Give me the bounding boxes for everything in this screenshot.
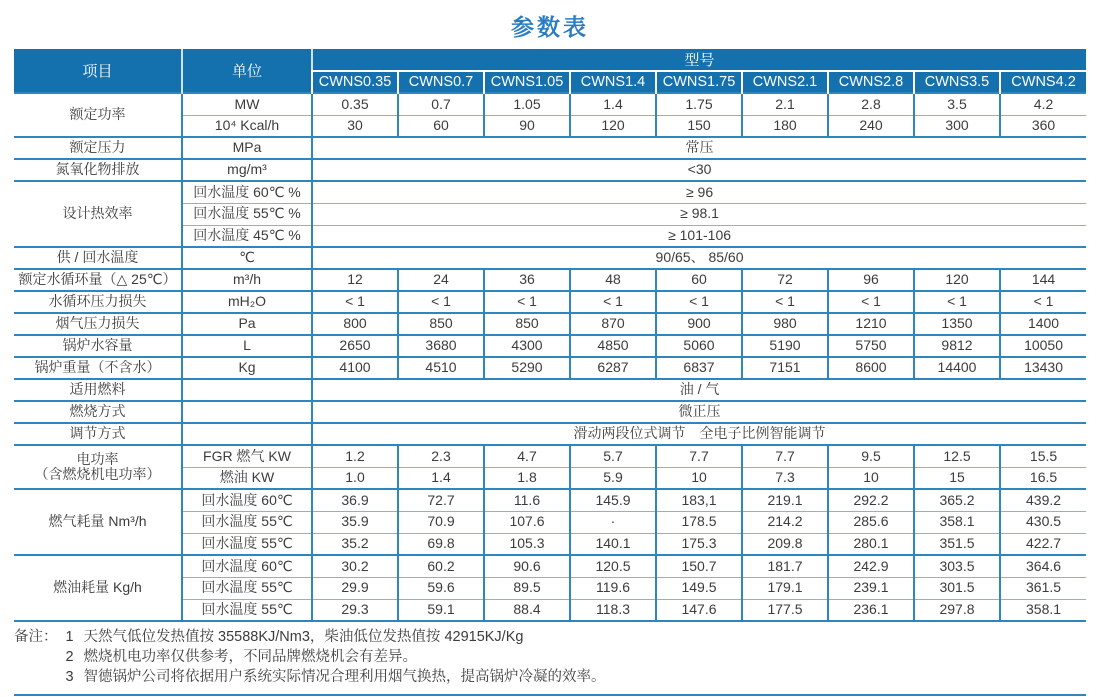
value-cell: 5290 bbox=[484, 357, 570, 379]
value-cell: 358.1 bbox=[914, 511, 1000, 533]
value-cell: 4510 bbox=[398, 357, 484, 379]
row-group-label: 燃油耗量 Kg/h bbox=[14, 555, 182, 621]
notes-list bbox=[66, 627, 1087, 687]
value-cell: 870 bbox=[570, 313, 656, 335]
value-cell: < 1 bbox=[656, 291, 742, 313]
value-cell: 12.5 bbox=[914, 445, 1000, 467]
unit-cell: mH₂O bbox=[182, 291, 312, 313]
value-cell: 29.9 bbox=[312, 577, 398, 599]
value-cell: 59.6 bbox=[398, 577, 484, 599]
value-cell: 180 bbox=[742, 115, 828, 137]
value-cell: 48 bbox=[570, 269, 656, 291]
value-cell: 183,1 bbox=[656, 489, 742, 511]
value-cell: 147.6 bbox=[656, 599, 742, 621]
row-group-label: 额定水循环量（△ 25℃） bbox=[14, 269, 182, 291]
unit-cell: 回水温度 60℃ % bbox=[182, 181, 312, 203]
unit-cell: Pa bbox=[182, 313, 312, 335]
unit-cell bbox=[182, 379, 312, 401]
note-text: 天然气低位发热值按 35588KJ/Nm3，柴油低位发热值按 42915KJ/Kg bbox=[83, 629, 524, 645]
value-cell: 1.2 bbox=[312, 445, 398, 467]
value-cell: < 1 bbox=[398, 291, 484, 313]
value-cell: 7.7 bbox=[656, 445, 742, 467]
value-cell: 175.3 bbox=[656, 533, 742, 555]
value-cell: 280.1 bbox=[828, 533, 914, 555]
value-cell: 29.3 bbox=[312, 599, 398, 621]
header-model-cell: CWNS0.7 bbox=[398, 71, 484, 93]
value-cell: 59.1 bbox=[398, 599, 484, 621]
table-row bbox=[14, 401, 1086, 423]
unit-cell: 回水温度 55℃ bbox=[182, 511, 312, 533]
value-span-cell: ≥ 98.1 bbox=[312, 203, 1086, 225]
value-cell: 60.2 bbox=[398, 555, 484, 577]
header-model-cell: CWNS2.1 bbox=[742, 71, 828, 93]
value-cell: 242.9 bbox=[828, 555, 914, 577]
unit-cell: 10⁴ Kcal/h bbox=[182, 115, 312, 137]
header-item: 项目 bbox=[14, 49, 182, 93]
value-cell: 13430 bbox=[1000, 357, 1086, 379]
value-cell: 12 bbox=[312, 269, 398, 291]
value-cell: 72 bbox=[742, 269, 828, 291]
value-cell: 1.4 bbox=[570, 93, 656, 115]
unit-cell: FGR 燃气 KW bbox=[182, 445, 312, 467]
value-cell: 14400 bbox=[914, 357, 1000, 379]
unit-cell: 回水温度 55℃ bbox=[182, 577, 312, 599]
value-cell: 9812 bbox=[914, 335, 1000, 357]
value-cell: 2.3 bbox=[398, 445, 484, 467]
unit-cell: MPa bbox=[182, 137, 312, 159]
value-cell: 5750 bbox=[828, 335, 914, 357]
value-cell: 4850 bbox=[570, 335, 656, 357]
value-cell: 850 bbox=[398, 313, 484, 335]
value-cell: 179.1 bbox=[742, 577, 828, 599]
header-model-cell: CWNS2.8 bbox=[828, 71, 914, 93]
value-cell: · bbox=[570, 511, 656, 533]
value-cell: < 1 bbox=[570, 291, 656, 313]
table-row bbox=[14, 423, 1086, 445]
value-cell: 24 bbox=[398, 269, 484, 291]
table-row bbox=[14, 291, 1086, 313]
note-number: 1 bbox=[65, 629, 74, 645]
value-span-cell: ≥ 96 bbox=[312, 181, 1086, 203]
value-cell: 239.1 bbox=[828, 577, 914, 599]
value-cell: 70.9 bbox=[398, 511, 484, 533]
value-cell: 361.5 bbox=[1000, 577, 1086, 599]
row-group-label: 额定压力 bbox=[14, 137, 182, 159]
row-group-label: 锅炉水容量 bbox=[14, 335, 182, 357]
table-header bbox=[14, 49, 1086, 93]
value-cell: 120 bbox=[570, 115, 656, 137]
unit-cell: 燃油 KW bbox=[182, 467, 312, 489]
value-cell: 240 bbox=[828, 115, 914, 137]
unit-cell: 回水温度 55℃ bbox=[182, 533, 312, 555]
value-cell: 3680 bbox=[398, 335, 484, 357]
value-cell: 900 bbox=[656, 313, 742, 335]
value-cell: 301.5 bbox=[914, 577, 1000, 599]
table-row bbox=[14, 445, 1086, 467]
value-cell: 16.5 bbox=[1000, 467, 1086, 489]
value-span-cell: 常压 bbox=[312, 137, 1086, 159]
value-span-cell: 微正压 bbox=[312, 401, 1086, 423]
value-cell: 365.2 bbox=[914, 489, 1000, 511]
value-cell: 1400 bbox=[1000, 313, 1086, 335]
unit-cell: Kg bbox=[182, 357, 312, 379]
note-text: 燃烧机电功率仅供参考，不同品牌燃烧机会有差异。 bbox=[83, 649, 417, 665]
value-cell: < 1 bbox=[914, 291, 1000, 313]
page-title: 参数表 bbox=[511, 14, 589, 40]
value-cell: 140.1 bbox=[570, 533, 656, 555]
table-row bbox=[14, 335, 1086, 357]
value-cell: 120.5 bbox=[570, 555, 656, 577]
row-group-label: 燃气耗量 Nm³/h bbox=[14, 489, 182, 555]
value-cell: 105.3 bbox=[484, 533, 570, 555]
value-cell: 2.1 bbox=[742, 93, 828, 115]
table-row bbox=[14, 269, 1086, 291]
value-cell: 5190 bbox=[742, 335, 828, 357]
note-number: 2 bbox=[65, 649, 74, 665]
value-cell: 120 bbox=[914, 269, 1000, 291]
value-cell: 10 bbox=[828, 467, 914, 489]
value-cell: 285.6 bbox=[828, 511, 914, 533]
value-cell: 1.4 bbox=[398, 467, 484, 489]
notes-label: 备注： bbox=[14, 629, 58, 645]
value-cell: 1.8 bbox=[484, 467, 570, 489]
row-group-label: 锅炉重量（不含水） bbox=[14, 357, 182, 379]
value-cell: 88.4 bbox=[484, 599, 570, 621]
value-cell: 358.1 bbox=[1000, 599, 1086, 621]
value-cell: < 1 bbox=[828, 291, 914, 313]
value-cell: < 1 bbox=[312, 291, 398, 313]
unit-cell: 回水温度 60℃ bbox=[182, 555, 312, 577]
table-row bbox=[14, 159, 1086, 181]
value-cell: 35.9 bbox=[312, 511, 398, 533]
row-group-label: 额定功率 bbox=[14, 93, 182, 137]
value-span-cell: 90/65、 85/60 bbox=[312, 247, 1086, 269]
value-cell: 118.3 bbox=[570, 599, 656, 621]
value-cell: 10050 bbox=[1000, 335, 1086, 357]
value-cell: 96 bbox=[828, 269, 914, 291]
value-cell: 30.2 bbox=[312, 555, 398, 577]
value-cell: 2.8 bbox=[828, 93, 914, 115]
value-cell: 72.7 bbox=[398, 489, 484, 511]
value-cell: 209.8 bbox=[742, 533, 828, 555]
unit-cell: 回水温度 45℃ % bbox=[182, 225, 312, 247]
value-cell: 7151 bbox=[742, 357, 828, 379]
value-cell: 15.5 bbox=[1000, 445, 1086, 467]
table-row bbox=[14, 357, 1086, 379]
unit-cell bbox=[182, 401, 312, 423]
unit-cell: mg/m³ bbox=[182, 159, 312, 181]
header-model: 型号 bbox=[312, 49, 1086, 71]
value-cell: 4.2 bbox=[1000, 93, 1086, 115]
value-cell: 178.5 bbox=[656, 511, 742, 533]
table-row bbox=[14, 379, 1086, 401]
value-cell: 0.7 bbox=[398, 93, 484, 115]
note-line bbox=[66, 667, 1087, 687]
value-cell: 430.5 bbox=[1000, 511, 1086, 533]
param-table-body bbox=[14, 93, 1086, 621]
value-cell: 60 bbox=[398, 115, 484, 137]
value-span-cell: <30 bbox=[312, 159, 1086, 181]
value-cell: 300 bbox=[914, 115, 1000, 137]
row-group-label: 烟气压力损失 bbox=[14, 313, 182, 335]
value-cell: 236.1 bbox=[828, 599, 914, 621]
row-group-label: 设计热效率 bbox=[14, 181, 182, 247]
unit-cell: 回水温度 55℃ bbox=[182, 599, 312, 621]
value-cell: 119.6 bbox=[570, 577, 656, 599]
value-span-cell: ≥ 101-106 bbox=[312, 225, 1086, 247]
value-cell: 36 bbox=[484, 269, 570, 291]
value-cell: 5060 bbox=[656, 335, 742, 357]
value-cell: < 1 bbox=[484, 291, 570, 313]
value-cell: 36.9 bbox=[312, 489, 398, 511]
value-span-cell: 油 / 气 bbox=[312, 379, 1086, 401]
value-cell: 89.5 bbox=[484, 577, 570, 599]
note-number: 3 bbox=[65, 669, 74, 685]
value-cell: 8600 bbox=[828, 357, 914, 379]
value-cell: 214.2 bbox=[742, 511, 828, 533]
value-cell: 422.7 bbox=[1000, 533, 1086, 555]
header-model-cell: CWNS1.4 bbox=[570, 71, 656, 93]
value-cell: 850 bbox=[484, 313, 570, 335]
value-cell: 1210 bbox=[828, 313, 914, 335]
value-cell: 4100 bbox=[312, 357, 398, 379]
header-model-cell: CWNS1.75 bbox=[656, 71, 742, 93]
value-cell: 7.7 bbox=[742, 445, 828, 467]
value-cell: 351.5 bbox=[914, 533, 1000, 555]
value-cell: 10 bbox=[656, 467, 742, 489]
value-cell: 4.7 bbox=[484, 445, 570, 467]
note-text: 智德锅炉公司将依据用户系统实际情况合理利用烟气换热，提高锅炉冷凝的效率。 bbox=[83, 669, 606, 685]
value-cell: 4300 bbox=[484, 335, 570, 357]
value-cell: 1350 bbox=[914, 313, 1000, 335]
note-line bbox=[66, 647, 1087, 667]
value-cell: 439.2 bbox=[1000, 489, 1086, 511]
value-cell: 15 bbox=[914, 467, 1000, 489]
table-row bbox=[14, 555, 1086, 577]
table-row bbox=[14, 247, 1086, 269]
value-cell: 30 bbox=[312, 115, 398, 137]
value-cell: 2650 bbox=[312, 335, 398, 357]
row-group-label: 燃烧方式 bbox=[14, 401, 182, 423]
unit-cell: 回水温度 55℃ % bbox=[182, 203, 312, 225]
value-cell: 1.75 bbox=[656, 93, 742, 115]
value-cell: 360 bbox=[1000, 115, 1086, 137]
row-group-label: 电功率 （含燃烧机电功率） bbox=[14, 445, 182, 489]
value-cell: 1.0 bbox=[312, 467, 398, 489]
value-cell: 5.7 bbox=[570, 445, 656, 467]
table-row bbox=[14, 313, 1086, 335]
table-row bbox=[14, 181, 1086, 203]
value-cell: 107.6 bbox=[484, 511, 570, 533]
value-cell: 303.5 bbox=[914, 555, 1000, 577]
value-cell: 292.2 bbox=[828, 489, 914, 511]
value-cell: 69.8 bbox=[398, 533, 484, 555]
value-cell: 219.1 bbox=[742, 489, 828, 511]
unit-cell bbox=[182, 423, 312, 445]
unit-cell: L bbox=[182, 335, 312, 357]
row-group-label: 调节方式 bbox=[14, 423, 182, 445]
value-cell: 90.6 bbox=[484, 555, 570, 577]
unit-cell: ℃ bbox=[182, 247, 312, 269]
row-group-label: 供 / 回水温度 bbox=[14, 247, 182, 269]
parameter-table bbox=[14, 49, 1086, 622]
value-cell: 149.5 bbox=[656, 577, 742, 599]
value-cell: 60 bbox=[656, 269, 742, 291]
value-cell: 0.35 bbox=[312, 93, 398, 115]
note-line bbox=[66, 627, 1087, 647]
value-cell: 35.2 bbox=[312, 533, 398, 555]
value-cell: 6287 bbox=[570, 357, 656, 379]
header-unit: 单位 bbox=[182, 49, 312, 93]
unit-cell: MW bbox=[182, 93, 312, 115]
header-model-cell: CWNS0.35 bbox=[312, 71, 398, 93]
value-cell: 90 bbox=[484, 115, 570, 137]
value-cell: 980 bbox=[742, 313, 828, 335]
value-cell: 364.6 bbox=[1000, 555, 1086, 577]
value-cell: 9.5 bbox=[828, 445, 914, 467]
table-row bbox=[14, 93, 1086, 115]
value-cell: 11.6 bbox=[484, 489, 570, 511]
value-cell: 7.3 bbox=[742, 467, 828, 489]
value-cell: < 1 bbox=[742, 291, 828, 313]
value-cell: 145.9 bbox=[570, 489, 656, 511]
header-model-cell: CWNS3.5 bbox=[914, 71, 1000, 93]
value-cell: 800 bbox=[312, 313, 398, 335]
header-model-cell: CWNS4.2 bbox=[1000, 71, 1086, 93]
value-cell: < 1 bbox=[1000, 291, 1086, 313]
value-cell: 150 bbox=[656, 115, 742, 137]
value-cell: 181.7 bbox=[742, 555, 828, 577]
value-cell: 6837 bbox=[656, 357, 742, 379]
value-cell: 150.7 bbox=[656, 555, 742, 577]
header-model-cell: CWNS1.05 bbox=[484, 71, 570, 93]
value-cell: 144 bbox=[1000, 269, 1086, 291]
table-row bbox=[14, 137, 1086, 159]
value-cell: 177.5 bbox=[742, 599, 828, 621]
unit-cell: m³/h bbox=[182, 269, 312, 291]
row-group-label: 氮氧化物排放 bbox=[14, 159, 182, 181]
table-row bbox=[14, 489, 1086, 511]
value-span-cell: 滑动两段位式调节 全电子比例智能调节 bbox=[312, 423, 1086, 445]
value-cell: 3.5 bbox=[914, 93, 1000, 115]
notes-section bbox=[14, 622, 1086, 696]
unit-cell: 回水温度 60℃ bbox=[182, 489, 312, 511]
row-group-label: 水循环压力损失 bbox=[14, 291, 182, 313]
value-cell: 297.8 bbox=[914, 599, 1000, 621]
row-group-label: 适用燃料 bbox=[14, 379, 182, 401]
value-cell: 1.05 bbox=[484, 93, 570, 115]
value-cell: 5.9 bbox=[570, 467, 656, 489]
